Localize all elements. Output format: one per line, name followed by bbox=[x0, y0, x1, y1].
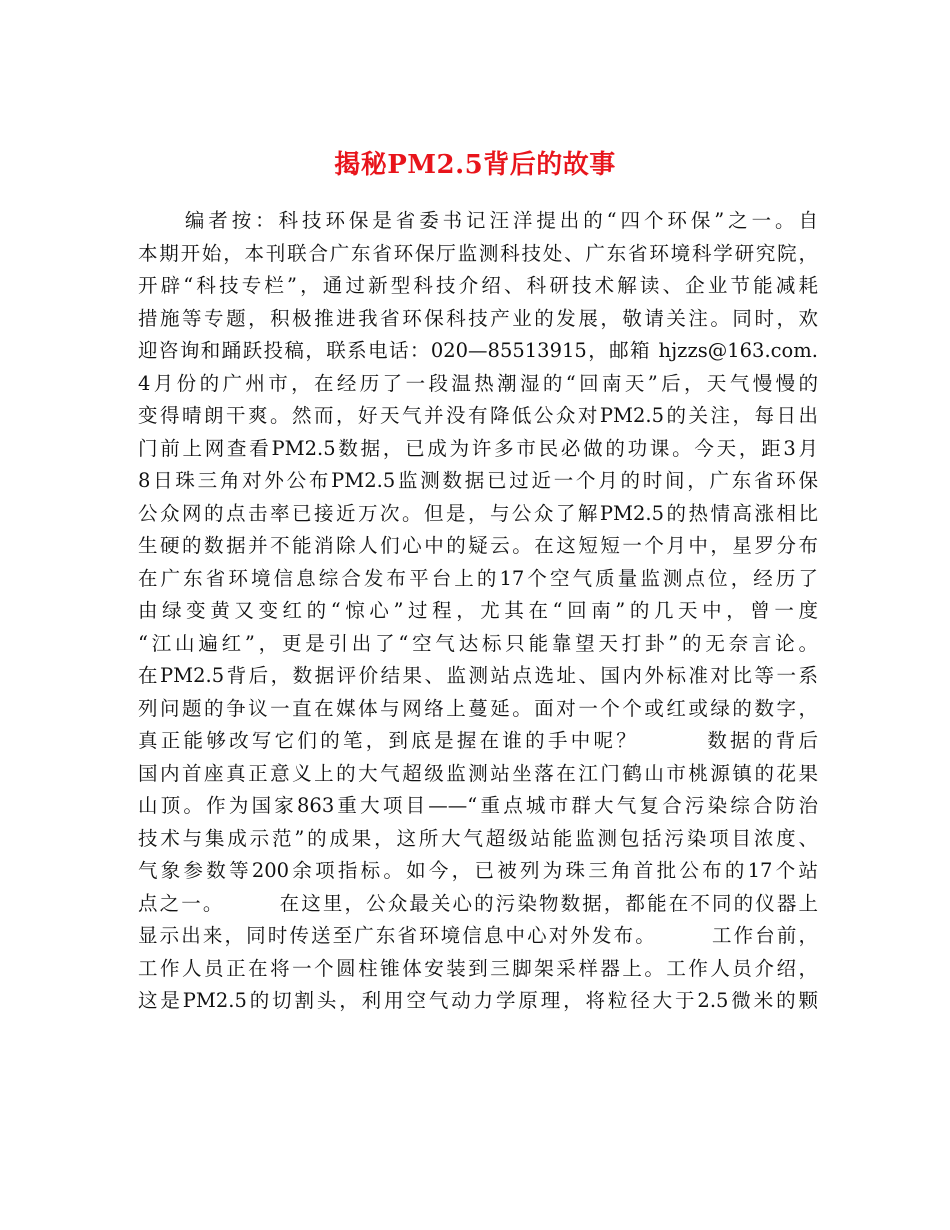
paragraph-line: 工作人员正在将一个圆柱锥体安装到三脚架采样器上。工作人员介绍， bbox=[138, 956, 818, 980]
document-title: 揭秘PM2.5背后的故事 bbox=[334, 150, 616, 181]
paragraph-line: 山顶。作为国家863重大项目——“重点城市群大气复合污染综合防治 bbox=[138, 794, 818, 817]
paragraph-line: 迎咨询和踊跃投稿，联系电话：020—85513915，邮箱 hjzzs@163.com. bbox=[138, 339, 818, 362]
paragraph-line: 开辟“科技专栏”，通过新型科技介绍、科研技术解读、企业节能减耗 bbox=[138, 274, 818, 297]
paragraph-line: 国内首座真正意义上的大气超级监测站坐落在江门鹤山市桃源镇的花果 bbox=[138, 761, 818, 785]
article-body bbox=[138, 205, 818, 1018]
paragraph-line: 技术与集成示范”的成果，这所大气超级站能监测包括污染项目浓度、 bbox=[138, 826, 818, 850]
paragraph-line: 在广东省环境信息综合发布平台上的17个空气质量监测点位，经历了 bbox=[138, 566, 818, 590]
paragraph-line: 生硬的数据并不能消除人们心中的疑云。在这短短一个月中，星罗分布 bbox=[138, 534, 818, 557]
paragraph-line: 点之一。 在这里，公众最关心的污染物数据，都能在不同的仪器上 bbox=[138, 891, 818, 915]
paragraph-line: 显示出来，同时传送至广东省环境信息中心对外发布。 工作台前， bbox=[138, 924, 818, 947]
paragraph-line: 列问题的争议一直在媒体与网络上蔓延。面对一个个或红或绿的数字， bbox=[138, 696, 818, 720]
paragraph-line: 措施等专题，积极推进我省环保科技产业的发展，敬请关注。同时，欢 bbox=[138, 306, 818, 330]
paragraph-line: 在PM2.5背后，数据评价结果、监测站点选址、国内外标准对比等一系 bbox=[138, 664, 818, 687]
paragraph-line: 变得晴朗干爽。然而，好天气并没有降低公众对PM2.5的关注，每日出 bbox=[138, 404, 818, 427]
paragraph-line: 真正能够改写它们的笔，到底是握在谁的手中呢？ 数据的背后 bbox=[138, 729, 818, 752]
paragraph-line: 4月份的广州市，在经历了一段温热潮湿的“回南天”后，天气慢慢的 bbox=[138, 371, 818, 395]
paragraph-line: 气象参数等200余项指标。如今，已被列为珠三角首批公布的17个站 bbox=[138, 859, 818, 882]
paragraph-line: 编者按：科技环保是省委书记汪洋提出的“四个环保”之一。自 bbox=[138, 209, 818, 232]
paragraph-line: 由绿变黄又变红的“惊心”过程，尤其在“回南”的几天中，曾一度 bbox=[138, 599, 818, 622]
paragraph-line: “江山遍红”，更是引出了“空气达标只能靠望天打卦”的无奈言论。 bbox=[138, 631, 818, 655]
paragraph-line: 门前上网查看PM2.5数据，已成为许多市民必做的功课。今天，距3月 bbox=[138, 436, 818, 460]
paragraph-line: 本期开始，本刊联合广东省环保厅监测科技处、广东省环境科学研究院， bbox=[138, 241, 818, 265]
paragraph-line: 8日珠三角对外公布PM2.5监测数据已过近一个月的时间，广东省环保 bbox=[138, 469, 818, 492]
paragraph-line: 公众网的点击率已接近万次。但是，与公众了解PM2.5的热情高涨相比 bbox=[138, 501, 818, 525]
paragraph-line: 这是PM2.5的切割头，利用空气动力学原理，将粒径大于2.5微米的颗 bbox=[138, 989, 818, 1012]
